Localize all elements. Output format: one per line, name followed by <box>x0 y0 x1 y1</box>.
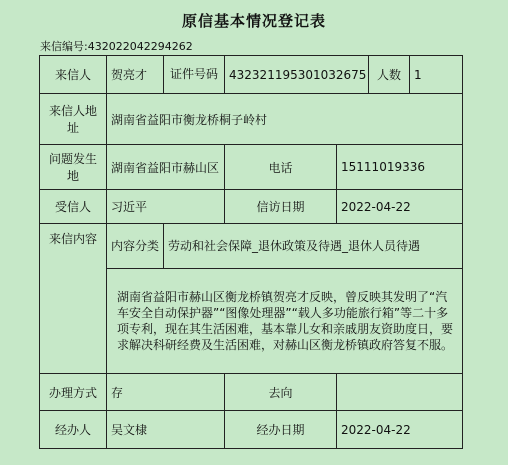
id-number-label: 证件号码 <box>164 56 225 94</box>
phone-label: 电话 <box>225 145 337 190</box>
row-address <box>40 94 463 145</box>
location-label: 问题发生地 <box>40 145 107 190</box>
destination-label: 去向 <box>225 374 337 411</box>
address-value: 湖南省益阳市衡龙桥桐子岭村 <box>107 94 463 145</box>
row-location <box>40 145 463 190</box>
row-sender <box>40 56 463 94</box>
receiver-label: 受信人 <box>40 190 107 224</box>
destination-value <box>337 374 463 411</box>
id-number-value: 432321195301032675 <box>225 56 369 94</box>
receiver-value: 习近平 <box>107 190 225 224</box>
sender-label: 来信人 <box>40 56 107 94</box>
record-number <box>40 38 193 54</box>
count-value: 1 <box>410 56 463 94</box>
row-receiver <box>40 190 463 224</box>
handler-value: 吴文棣 <box>107 411 225 449</box>
category-value: 劳动和社会保障_退休政策及待遇_退休人员待遇 <box>164 224 463 269</box>
row-handler <box>40 411 463 449</box>
content-label: 来信内容 <box>40 224 107 374</box>
handler-label: 经办人 <box>40 411 107 449</box>
record-number-label: 来信编号: <box>40 40 88 53</box>
record-number-value: 432022042294262 <box>87 40 193 53</box>
handle-date-value: 2022-04-22 <box>337 411 463 449</box>
content-text: 湖南省益阳市赫山区衡龙桥镇贺亮才反映，曾反映其发明了“汽车安全自动保护器”“图像处理器”“载人多功能旅行箱”等二十多项专利，现在其生活困难，基本靠儿女和亲戚朋友资助度日，要求解决科研经费及生活困难，对赫山区衡龙桥镇政府答复不服。 <box>107 269 463 374</box>
count-label: 人数 <box>369 56 410 94</box>
sender-value: 贺亮才 <box>107 56 164 94</box>
handle-date-label: 经办日期 <box>225 411 337 449</box>
registration-form-table <box>39 55 463 449</box>
address-label: 来信人地址 <box>40 94 107 145</box>
category-label: 内容分类 <box>107 224 164 269</box>
location-value: 湖南省益阳市赫山区 <box>107 145 225 190</box>
method-value: 存 <box>107 374 225 411</box>
visit-date-label: 信访日期 <box>225 190 337 224</box>
visit-date-value: 2022-04-22 <box>337 190 463 224</box>
page-title: 原信基本情况登记表 <box>181 12 326 30</box>
row-content-category <box>40 224 463 269</box>
row-method <box>40 374 463 411</box>
method-label: 办理方式 <box>40 374 107 411</box>
phone-value: 15111019336 <box>337 145 463 190</box>
